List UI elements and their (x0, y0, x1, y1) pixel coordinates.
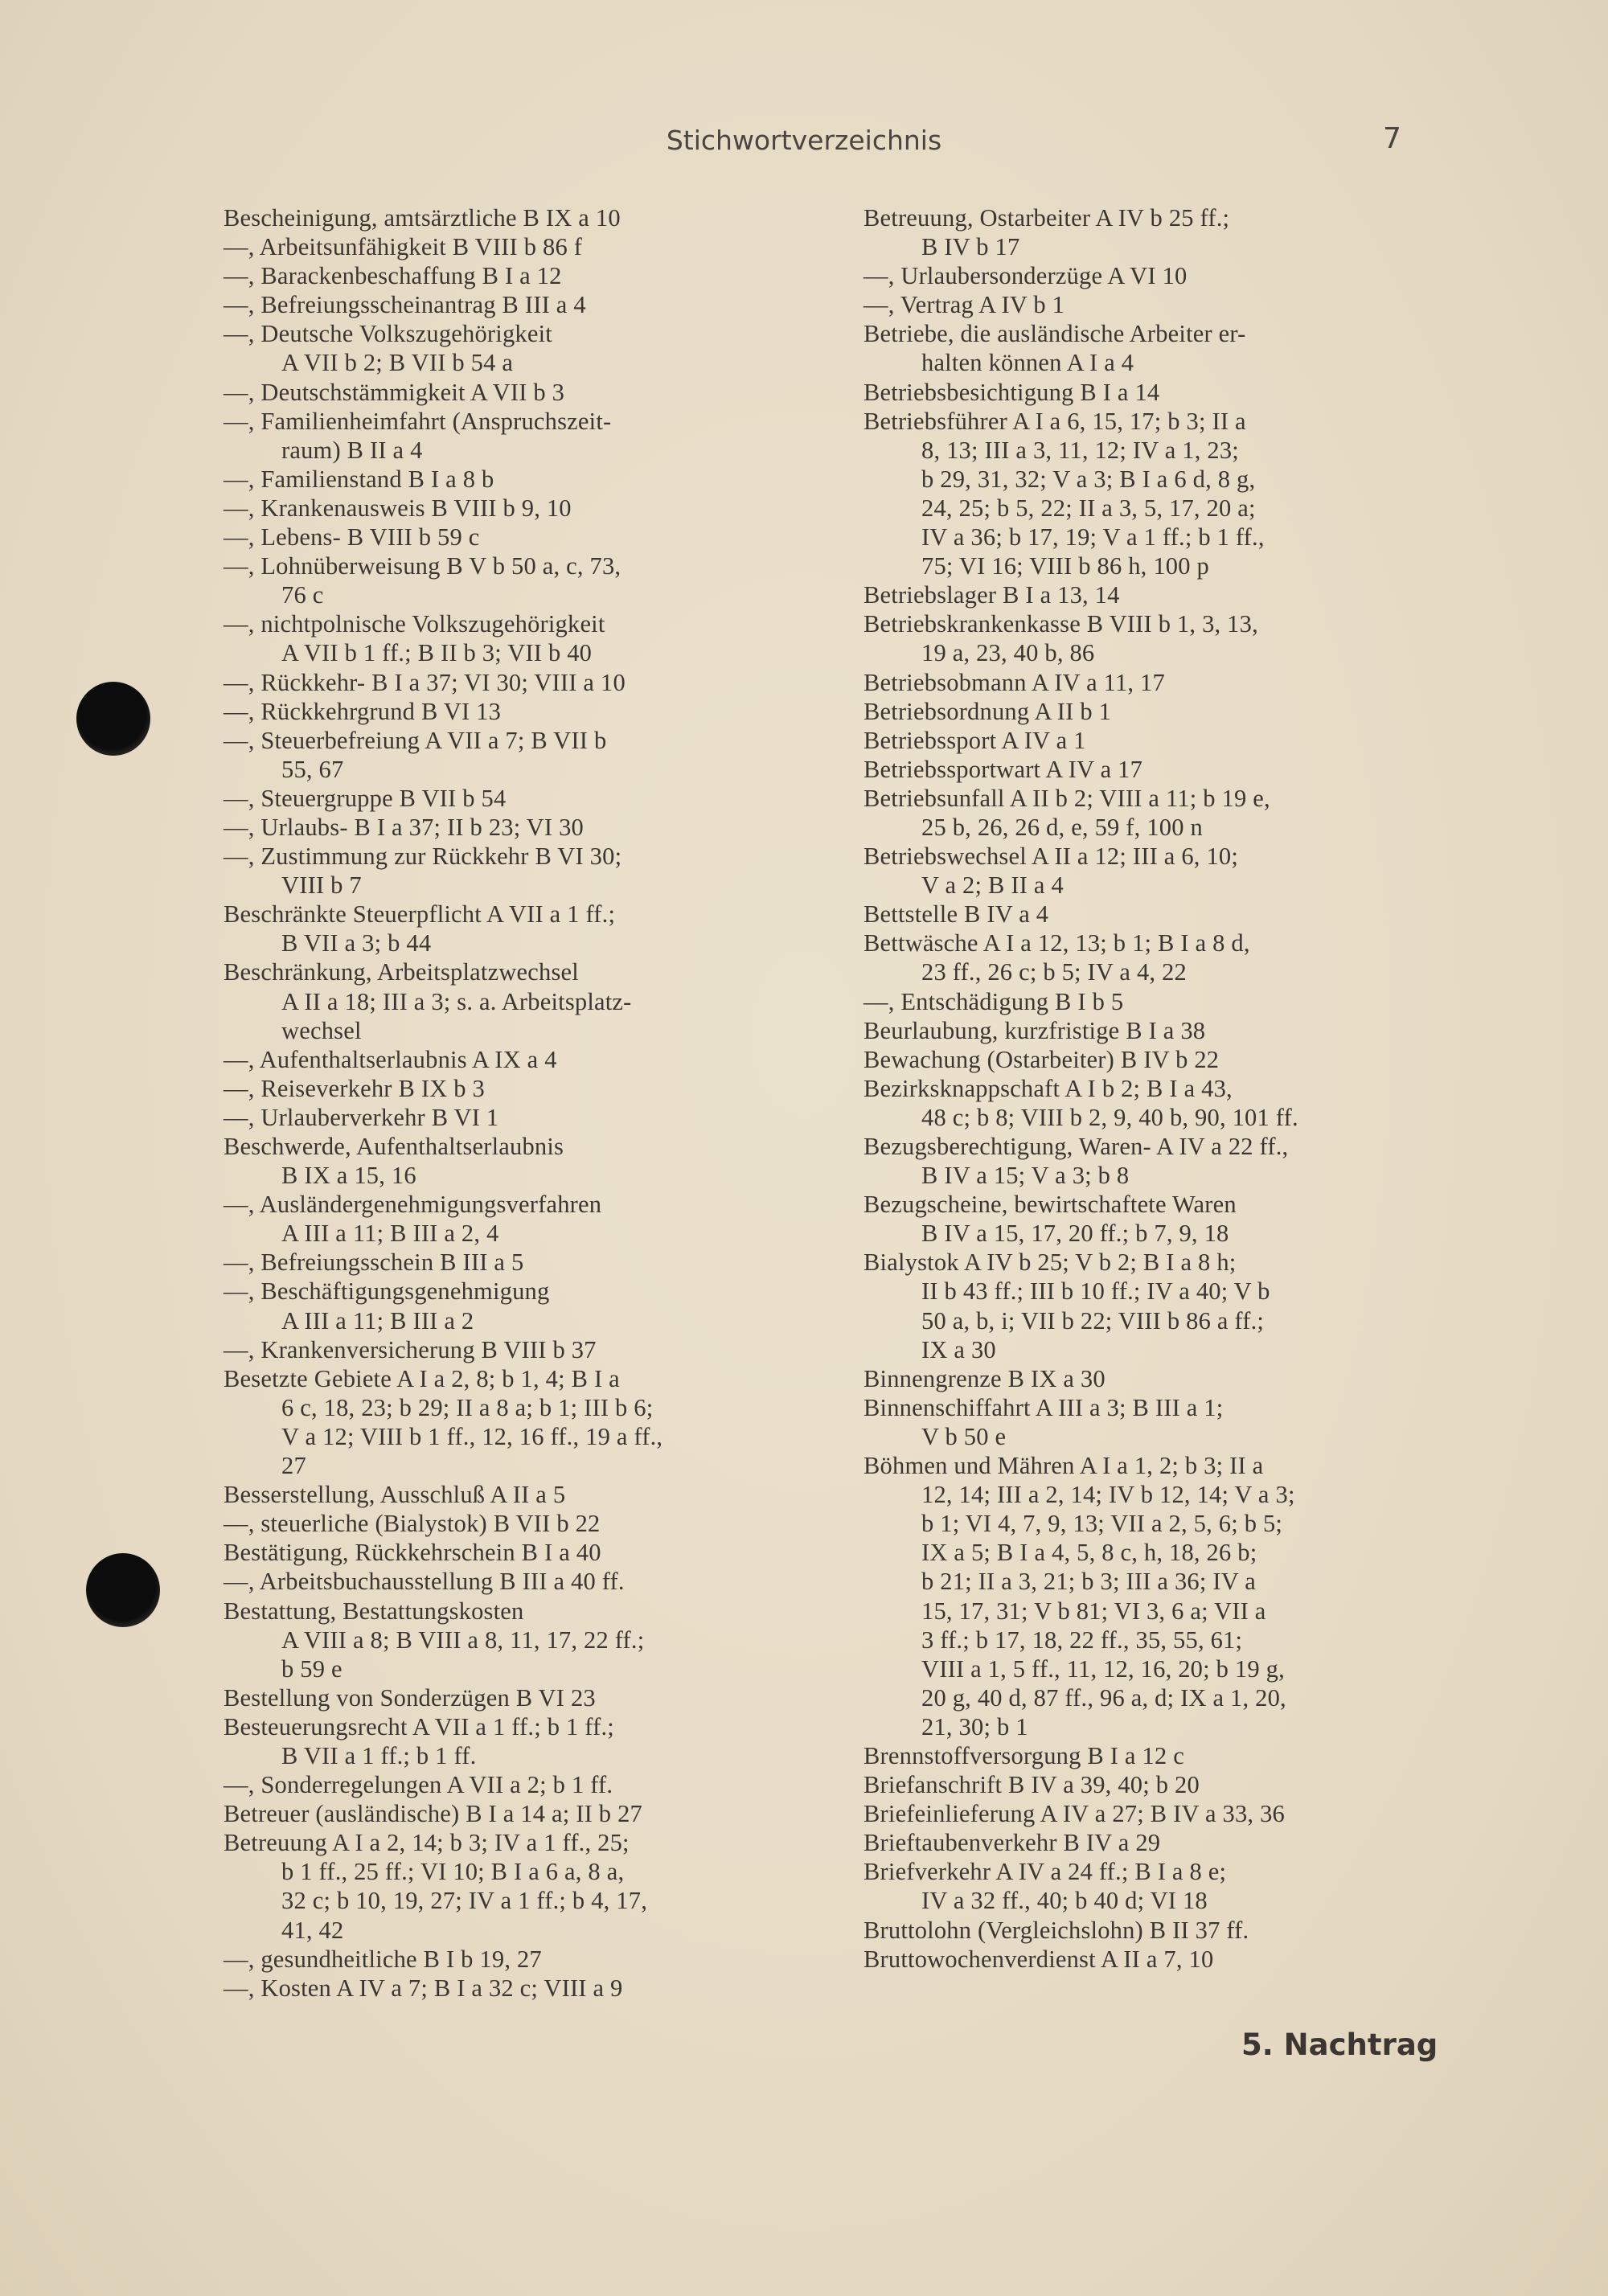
index-entry-line: wechsel (281, 1016, 362, 1044)
index-entry-line: raum) B II a 4 (281, 436, 423, 464)
index-entry-line: 8, 13; III a 3, 11, 12; IV a 1, 23; (921, 436, 1239, 464)
index-entry-line: Bruttolohn (Vergleichslohn) B II 37 ff. (863, 1916, 1249, 1944)
index-entry-line: 75; VI 16; VIII b 86 h, 100 p (921, 552, 1209, 580)
index-entry-line: —, Reiseverkehr B IX b 3 (224, 1074, 485, 1102)
index-entry-line: Betriebslager B I a 13, 14 (863, 581, 1120, 609)
index-entry-line: —, Aufenthaltserlaubnis A IX a 4 (224, 1045, 557, 1073)
index-entry-line: IX a 30 (921, 1335, 996, 1363)
index-entry-line: Bezugsberechtigung, Waren- A IV a 22 ff., (863, 1133, 1289, 1160)
index-entry-line: 12, 14; III a 2, 14; IV b 12, 14; V a 3; (921, 1481, 1295, 1509)
index-entry-line: —, Zustimmung zur Rückkehr B VI 30; (224, 843, 622, 871)
index-entry-line: 15, 17, 31; V b 81; VI 3, 6 a; VII a (921, 1597, 1266, 1625)
index-entry-line: —, Familienstand B I a 8 b (224, 465, 494, 493)
index-entry-line: Briefeinlieferung A IV a 27; B IV a 33, 36 (863, 1800, 1285, 1828)
index-entry-line: Beschränkung, Arbeitsplatzwechsel (224, 958, 579, 986)
index-entry-line: Betriebssportwart A IV a 17 (863, 755, 1143, 783)
index-entry-line: 55, 67 (281, 755, 344, 783)
index-entry-line: Bewachung (Ostarbeiter) B IV b 22 (863, 1045, 1220, 1073)
index-entry-line: —, Kosten A IV a 7; B I a 32 c; VIII a 9 (224, 1974, 623, 2002)
index-entry-line: —, Sonderregelungen A VII a 2; b 1 ff. (224, 1771, 613, 1799)
index-entry-line: V a 12; VIII b 1 ff., 12, 16 ff., 19 a ff., (281, 1422, 663, 1450)
index-entry-line: —, Steuerbefreiung A VII a 7; B VII b (224, 726, 607, 754)
index-entry-line: Binnenschiffahrt A III a 3; B III a 1; (863, 1393, 1224, 1421)
index-entry-line: Betriebskrankenkasse B VIII b 1, 3, 13, (863, 610, 1258, 638)
index-column-left (224, 203, 786, 2003)
index-entry-line: b 1 ff., 25 ff.; VI 10; B I a 6 a, 8 a, (281, 1858, 625, 1886)
index-entry-line: Betriebswechsel A II a 12; III a 6, 10; (863, 843, 1239, 871)
index-entry-line: Bestätigung, Rückkehrschein B I a 40 (224, 1539, 601, 1567)
index-entry-line: —, Arbeitsbuchausstellung B III a 40 ff. (224, 1568, 625, 1596)
index-entry-line: —, Lebens- B VIII b 59 c (224, 523, 480, 551)
index-entry-line: B IV a 15, 17, 20 ff.; b 7, 9, 18 (921, 1220, 1229, 1248)
index-entry-line: Beschwerde, Aufenthaltserlaubnis (224, 1133, 564, 1160)
index-entry-line: Binnengrenze B IX a 30 (863, 1364, 1106, 1392)
index-entry-line: A VIII a 8; B VIII a 8, 11, 17, 22 ff.; (281, 1626, 645, 1654)
index-entry-line: —, Vertrag A IV b 1 (863, 291, 1065, 319)
index-entry-line: Betreuung A I a 2, 14; b 3; IV a 1 ff., 25; (224, 1829, 630, 1857)
index-entry-line: Bettwäsche A I a 12, 13; b 1; B I a 8 d, (863, 929, 1250, 957)
index-entry-line: B IV a 15; V a 3; b 8 (921, 1162, 1130, 1190)
index-entry-line: Besetzte Gebiete A I a 2, 8; b 1, 4; B I a (224, 1364, 620, 1392)
index-entry-line: 41, 42 (281, 1916, 344, 1944)
index-entry-line: Betriebsobmann A IV a 11, 17 (863, 668, 1165, 696)
index-entry-line: Betriebsbesichtigung B I a 14 (863, 378, 1160, 406)
index-entry-line: V b 50 e (921, 1422, 1007, 1450)
index-entry-line: —, Deutschstämmigkeit A VII b 3 (224, 378, 565, 406)
index-entry-line: Bestattung, Bestattungskosten (224, 1597, 524, 1625)
index-entry-line: Bialystok A IV b 25; V b 2; B I a 8 h; (863, 1248, 1237, 1277)
index-entry-line: Bruttowochenverdienst A II a 7, 10 (863, 1945, 1214, 1973)
index-entry-line: —, Familienheimfahrt (Anspruchszeit- (224, 407, 612, 435)
index-entry-line: —, Rückkehr- B I a 37; VI 30; VIII a 10 (224, 668, 626, 696)
index-entry-line: Betriebsführer A I a 6, 15, 17; b 3; II a (863, 407, 1246, 435)
index-entry-line: —, Urlauberverkehr B VI 1 (224, 1103, 499, 1131)
index-entry-line: —, Beschäftigungsgenehmigung (224, 1277, 550, 1306)
index-entry-line: Betriebsunfall A II b 2; VIII a 11; b 19 e, (863, 784, 1270, 812)
index-entry-line: A II a 18; III a 3; s. a. Arbeitsplatz- (281, 987, 632, 1015)
index-entry-line: —, Lohnüberweisung B V b 50 a, c, 73, (224, 552, 621, 580)
punch-hole (86, 1553, 160, 1627)
index-entry-line: —, Befreiungsschein B III a 5 (224, 1248, 524, 1277)
index-entry-line: —, Entschädigung B I b 5 (863, 987, 1124, 1015)
index-entry-line: Betriebssport A IV a 1 (863, 726, 1086, 754)
index-entry-line: Betreuung, Ostarbeiter A IV b 25 ff.; (863, 204, 1230, 232)
index-entry-line: —, Ausländergenehmigungsverfahren (224, 1191, 602, 1219)
index-entry-line: V a 2; B II a 4 (921, 871, 1064, 900)
index-entry-line: halten können A I a 4 (921, 349, 1134, 377)
index-entry-line: —, Steuergruppe B VII b 54 (224, 784, 507, 812)
index-entry-line: —, Krankenversicherung B VIII b 37 (224, 1335, 597, 1363)
index-entry-line: Beurlaubung, kurzfristige B I a 38 (863, 1016, 1206, 1044)
index-column-right (863, 203, 1418, 1974)
index-entry-line: A III a 11; B III a 2 (281, 1306, 474, 1335)
index-entry-line: 3 ff.; b 17, 18, 22 ff., 35, 55, 61; (921, 1626, 1243, 1654)
index-entry-line: Böhmen und Mähren A I a 1, 2; b 3; II a (863, 1452, 1264, 1480)
index-entry-line: —, steuerliche (Bialystok) B VII b 22 (224, 1510, 601, 1538)
index-entry-line: —, Rückkehrgrund B VI 13 (224, 697, 502, 725)
index-entry-line: b 21; II a 3, 21; b 3; III a 36; IV a (921, 1568, 1256, 1596)
index-entry-line: Besteuerungsrecht A VII a 1 ff.; b 1 ff.; (224, 1712, 614, 1740)
index-entry-line: VIII a 1, 5 ff., 11, 12, 16, 20; b 19 g, (921, 1654, 1285, 1683)
index-entry-line: IV a 32 ff., 40; b 40 d; VI 18 (921, 1887, 1208, 1915)
index-entry-line: Bestellung von Sonderzügen B VI 23 (224, 1683, 596, 1712)
index-entry-line: 20 g, 40 d, 87 ff., 96 a, d; IX a 1, 20, (921, 1683, 1286, 1712)
index-entry-line: 25 b, 26, 26 d, e, 59 f, 100 n (921, 813, 1203, 841)
index-entry-line: B VII a 3; b 44 (281, 929, 432, 957)
index-entry-line: —, Befreiungsscheinantrag B III a 4 (224, 291, 586, 319)
index-entry-line: 76 c (281, 581, 324, 609)
index-entry-line: 6 c, 18, 23; b 29; II a 8 a; b 1; III b 6; (281, 1393, 654, 1421)
index-entry-line: —, Barackenbeschaffung B I a 12 (224, 262, 562, 290)
index-entry-line: A VII b 2; B VII b 54 a (281, 349, 514, 377)
index-entry-line: Brennstoffversorgung B I a 12 c (863, 1741, 1184, 1769)
index-entry-line: 48 c; b 8; VIII b 2, 9, 40 b, 90, 101 ff. (921, 1103, 1298, 1131)
index-entry-line: 32 c; b 10, 19, 27; IV a 1 ff.; b 4, 17, (281, 1887, 648, 1915)
index-entry-line: 24, 25; b 5, 22; II a 3, 5, 17, 20 a; (921, 494, 1256, 522)
index-entry-line: Betriebe, die ausländische Arbeiter er- (863, 320, 1246, 348)
index-entry-line: 50 a, b, i; VII b 22; VIII b 86 a ff.; (921, 1306, 1265, 1335)
index-entry-line: —, Deutsche Volkszugehörigkeit (224, 320, 552, 348)
index-entry-line: —, Urlaubs- B I a 37; II b 23; VI 30 (224, 813, 584, 841)
index-entry-line: Beschränkte Steuerpflicht A VII a 1 ff.; (224, 900, 616, 929)
page-title: Stichwortverzeichnis (666, 125, 942, 156)
index-entry-line: —, Krankenausweis B VIII b 9, 10 (224, 494, 572, 522)
index-entry-line: 23 ff., 26 c; b 5; IV a 4, 22 (921, 958, 1187, 986)
index-entry-line: VIII b 7 (281, 871, 362, 900)
index-entry-line: 27 (281, 1452, 306, 1480)
index-entry-line: Bettstelle B IV a 4 (863, 900, 1049, 929)
index-entry-line: —, Arbeitsunfähigkeit B VIII b 86 f (224, 233, 583, 261)
index-entry-line: IX a 5; B I a 4, 5, 8 c, h, 18, 26 b; (921, 1539, 1257, 1567)
index-entry-line: b 59 e (281, 1654, 343, 1683)
index-entry-line: Bezugscheine, bewirtschaftete Waren (863, 1191, 1237, 1219)
index-entry-line: B IX a 15, 16 (281, 1162, 416, 1190)
index-entry-line: b 29, 31, 32; V a 3; B I a 6 d, 8 g, (921, 465, 1256, 493)
index-entry-line: II b 43 ff.; III b 10 ff.; IV a 40; V b (921, 1277, 1270, 1306)
supplement-label: 5. Nachtrag (1241, 2027, 1438, 2062)
index-entry-line: B VII a 1 ff.; b 1 ff. (281, 1741, 477, 1769)
index-entry-line: Betriebsordnung A II b 1 (863, 697, 1112, 725)
index-entry-line: Brieftaubenverkehr B IV a 29 (863, 1829, 1161, 1857)
index-entry-line: B IV b 17 (921, 233, 1020, 261)
index-entry-line: —, Urlaubersonderzüge A VI 10 (863, 262, 1188, 290)
index-entry-line: Bescheinigung, amtsärztliche B IX a 10 (224, 204, 621, 232)
index-entry-line: Betreuer (ausländische) B I a 14 a; II b 27 (224, 1800, 642, 1828)
index-entry-line: —, gesundheitliche B I b 19, 27 (224, 1945, 542, 1973)
index-entry-line: Briefverkehr A IV a 24 ff.; B I a 8 e; (863, 1858, 1227, 1886)
index-entry-line: 19 a, 23, 40 b, 86 (921, 639, 1095, 667)
page-number: 7 (1383, 122, 1401, 155)
index-entry-line: IV a 36; b 17, 19; V a 1 ff.; b 1 ff., (921, 523, 1265, 551)
index-entry-line: Besserstellung, Ausschluß A II a 5 (224, 1481, 566, 1509)
index-entry-line: —, nichtpolnische Volkszugehörigkeit (224, 610, 605, 638)
index-entry-line: A III a 11; B III a 2, 4 (281, 1220, 499, 1248)
index-entry-line: b 1; VI 4, 7, 9, 13; VII a 2, 5, 6; b 5; (921, 1510, 1283, 1538)
index-entry-line: A VII b 1 ff.; B II b 3; VII b 40 (281, 639, 593, 667)
index-entry-line: 21, 30; b 1 (921, 1712, 1028, 1740)
index-entry-line: Briefanschrift B IV a 39, 40; b 20 (863, 1771, 1200, 1799)
punch-hole (76, 682, 150, 756)
index-entry-line: Bezirksknappschaft A I b 2; B I a 43, (863, 1074, 1233, 1102)
